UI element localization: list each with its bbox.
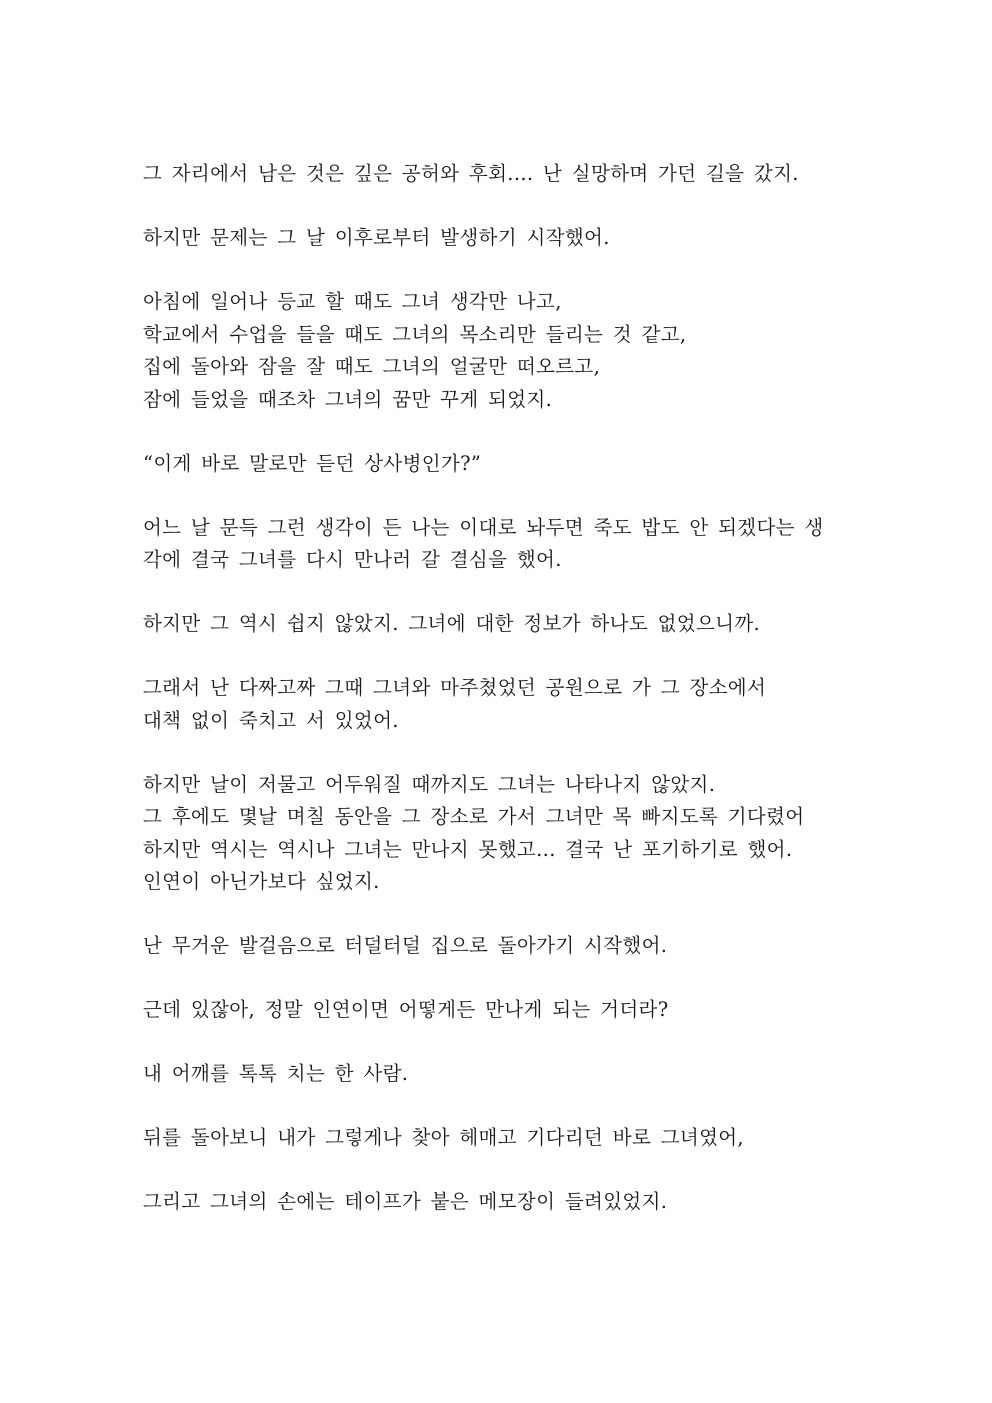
text-line: 난 무거운 발걸음으로 터덜터덜 집으로 돌아가기 시작했어.	[143, 934, 668, 957]
text-line: 그래서 난 다짜고짜 그때 그녀와 마주쳤었던 공원으로 가 그 장소에서	[143, 676, 767, 699]
text-line: 하지만 날이 저물고 어두워질 때까지도 그녀는 나타나지 않았지.	[143, 772, 716, 796]
text-line: 뒤를 돌아보니 내가 그렇게나 찾아 헤매고 기다리던 바로 그녀였어,	[143, 1126, 744, 1149]
text-line: “이게 바로 말로만 듣던 상사병인가?”	[143, 451, 482, 475]
paragraph	[143, 1058, 863, 1091]
text-line: 그 후에도 몇날 며칠 동안을 그 장소로 가서 그녀만 목 빠지도록 기다렸어	[143, 805, 805, 828]
text-line: 각에 결국 그녀를 다시 만나러 갈 결심을 했어.	[143, 548, 562, 571]
paragraph	[143, 286, 863, 416]
paragraph	[143, 512, 863, 577]
text-line: 어느 날 문득 그런 생각이 든 나는 이대로 놔두면 죽도 밥도 안 되겠다는 생	[143, 515, 824, 539]
paragraph	[143, 158, 863, 191]
paragraph	[143, 448, 863, 481]
text-line: 내 어깨를 톡톡 치는 한 사람.	[143, 1062, 409, 1085]
story-text	[143, 158, 863, 1250]
paragraph	[143, 222, 863, 255]
text-line: 근데 있잖아, 정말 인연이면 어떻게든 만나게 되는 거더라?	[143, 998, 669, 1021]
text-line: 인연이 아닌가보다 싶었지.	[143, 870, 380, 893]
text-line: 대책 없이 죽치고 서 있었어.	[143, 708, 399, 732]
text-line: 하지만 문제는 그 날 이후로부터 발생하기 시작했어.	[143, 226, 610, 249]
text-line: 하지만 역시는 역시나 그녀는 만나지 못했고... 결국 난 포기하기로 했어.	[143, 837, 793, 861]
text-line: 집에 돌아와 잠을 잘 때도 그녀의 얼굴만 떠오르고,	[143, 355, 601, 378]
paragraph	[143, 1186, 863, 1219]
text-line: 아침에 일어나 등교 할 때도 그녀 생각만 나고,	[143, 290, 562, 313]
paragraph	[143, 994, 863, 1027]
text-line: 학교에서 수업을 들을 때도 그녀의 목소리만 들리는 것 같고,	[143, 322, 687, 346]
paragraph	[143, 608, 863, 641]
text-line: 그 자리에서 남은 것은 깊은 공허와 후회.... 난 실망하며 가던 길을 갔지.	[143, 162, 799, 185]
text-line: 그리고 그녀의 손에는 테이프가 붙은 메모장이 들려있었지.	[143, 1190, 668, 1213]
text-line: 하지만 그 역시 쉽지 않았지. 그녀에 대한 정보가 하나도 없었으니까.	[143, 612, 761, 635]
paragraph	[143, 769, 863, 899]
text-line: 잠에 들었을 때조차 그녀의 꿈만 꾸게 되었지.	[143, 387, 553, 411]
paragraph	[143, 672, 863, 737]
paragraph	[143, 930, 863, 963]
paragraph	[143, 1122, 863, 1155]
